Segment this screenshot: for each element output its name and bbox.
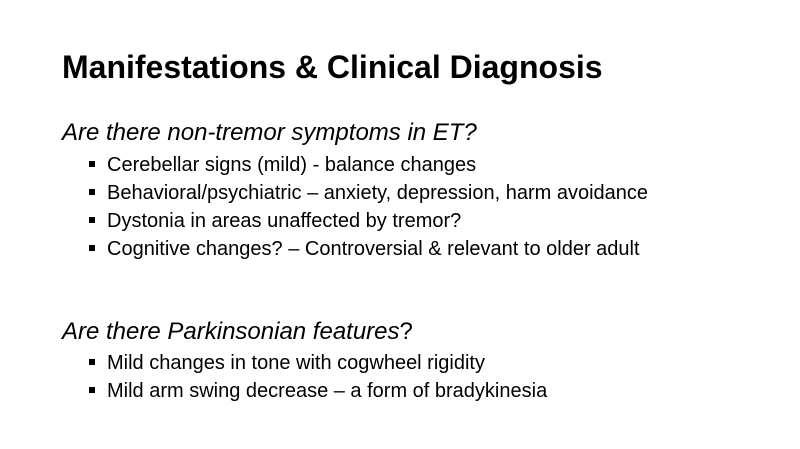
bullet-list-non-tremor bbox=[88, 151, 768, 263]
list-item bbox=[88, 349, 768, 377]
bullet-text: Cognitive changes? – Controversial & relevant to older adult bbox=[107, 238, 640, 260]
section-question-parkinsonian bbox=[62, 318, 413, 346]
list-item bbox=[88, 235, 768, 263]
slide-title: Manifestations & Clinical Diagnosis bbox=[62, 49, 603, 85]
list-item bbox=[88, 377, 768, 405]
list-item bbox=[88, 151, 768, 179]
square-bullet-icon bbox=[89, 217, 95, 223]
square-bullet-icon bbox=[89, 245, 95, 251]
question-mark: ? bbox=[399, 318, 413, 345]
list-item bbox=[88, 179, 768, 207]
bullet-text: Cerebellar signs (mild) - balance changes bbox=[107, 154, 477, 176]
question-text: Are there non-tremor symptoms in ET? bbox=[62, 119, 477, 146]
square-bullet-icon bbox=[89, 189, 95, 195]
bullet-text: Mild arm swing decrease – a form of bradykinesia bbox=[107, 380, 548, 402]
list-item bbox=[88, 207, 768, 235]
bullet-text: Behavioral/psychiatric – anxiety, depression, harm avoidance bbox=[107, 182, 649, 204]
square-bullet-icon bbox=[89, 359, 95, 365]
section-question-non-tremor bbox=[62, 119, 477, 147]
square-bullet-icon bbox=[89, 387, 95, 393]
bullet-text: Dystonia in areas unaffected by tremor? bbox=[107, 210, 462, 232]
square-bullet-icon bbox=[89, 161, 95, 167]
bullet-list-parkinsonian bbox=[88, 349, 768, 405]
bullet-text: Mild changes in tone with cogwheel rigidity bbox=[107, 352, 485, 374]
question-text: Are there Parkinsonian features bbox=[62, 318, 400, 345]
